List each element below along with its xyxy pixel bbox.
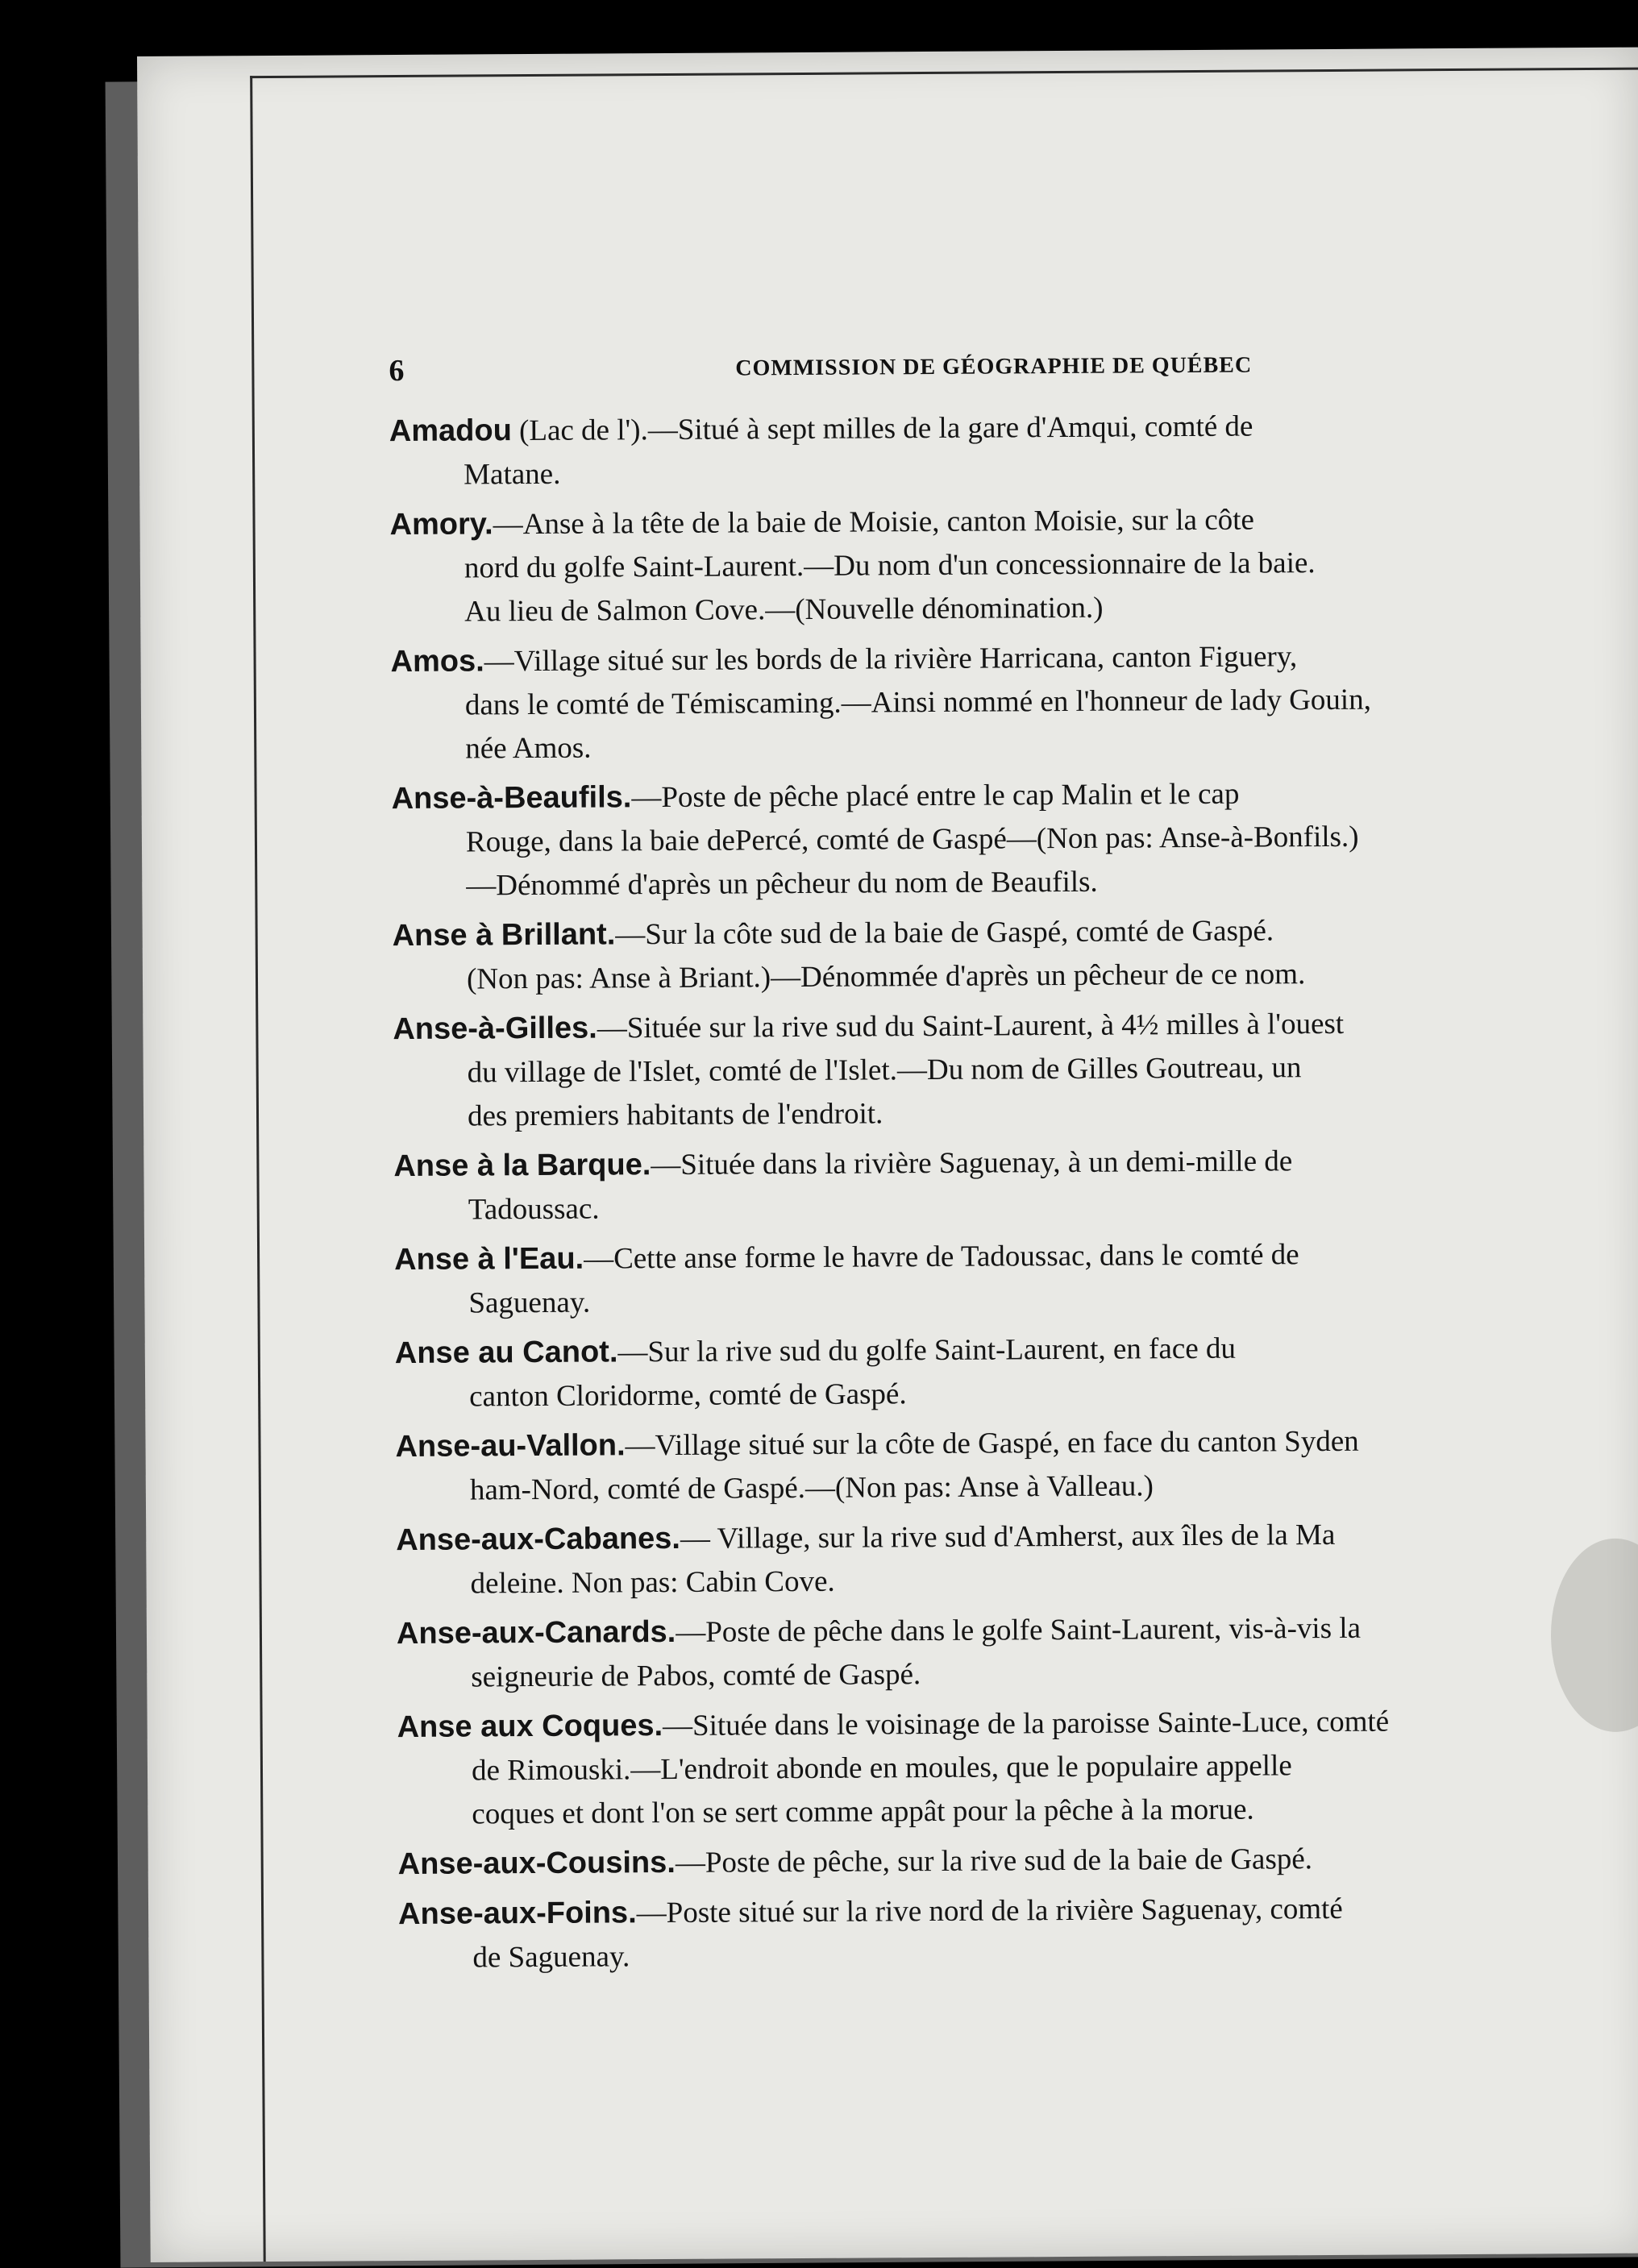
entry-text: seigneurie de Pabos, comté de Gaspé. bbox=[471, 1658, 921, 1694]
page-number: 6 bbox=[389, 353, 405, 388]
gazetteer-entry bbox=[390, 632, 1638, 771]
entry-text: —Située sur la rive sud du Saint-Laurent, à 4½ milles à l'ouest bbox=[597, 1007, 1345, 1045]
entry-text: des premiers habitants de l'endroit. bbox=[467, 1097, 883, 1133]
entry-headword: Anse à l'Eau. bbox=[393, 1241, 584, 1277]
entry-headword: Anse-aux-Foins. bbox=[397, 1896, 637, 1932]
gazetteer-entry bbox=[395, 1417, 1638, 1513]
entry-headword: Anse-à-Gilles. bbox=[393, 1011, 597, 1047]
entry-first-line bbox=[393, 1136, 1638, 1188]
entry-headword: Anse-aux-Cabanes. bbox=[396, 1521, 681, 1558]
entry-headword: Amory. bbox=[389, 507, 493, 542]
entry-text: du village de l'Islet, comté de l'Islet.—Du nom de Gilles Goutreau, un bbox=[467, 1051, 1302, 1090]
entry-headword: Anse aux Coques. bbox=[397, 1709, 663, 1745]
entry-text: —Sur la côte sud de la baie de Gaspé, comté de Gaspé. bbox=[615, 914, 1274, 952]
entry-first-line bbox=[391, 769, 1638, 820]
entry-headword: Amos. bbox=[390, 644, 484, 679]
scanned-page bbox=[137, 48, 1638, 2262]
gazetteer-entry bbox=[397, 1604, 1638, 1700]
gazetteer-entry bbox=[398, 1884, 1638, 1980]
entry-first-line bbox=[389, 495, 1638, 546]
entry-headword: Anse-à-Beaufils. bbox=[391, 780, 632, 816]
entry-continuation-line bbox=[464, 539, 1638, 590]
entry-continuation-line bbox=[466, 813, 1638, 864]
entry-continuation-line bbox=[471, 1648, 1638, 1699]
entry-text: —Village situé sur les bords de la rivière Harricana, canton Figuery, bbox=[484, 640, 1298, 679]
entry-first-line bbox=[396, 1604, 1638, 1655]
entry-text: coques et dont l'on se sert comme appât pour la pêche à la morue. bbox=[472, 1792, 1254, 1831]
entry-text: —Poste de pêche dans le golfe Saint-Laurent, vis-à-vis la bbox=[676, 1611, 1362, 1649]
entry-text: (Lac de l').—Situé à sept milles de la gare d'Amqui, comté de bbox=[511, 409, 1253, 448]
gazetteer-entry bbox=[395, 1323, 1638, 1419]
entry-continuation-line bbox=[464, 446, 1638, 496]
entry-text: —Cette anse forme le havre de Tadoussac, dans le comté de bbox=[584, 1238, 1299, 1276]
entry-continuation-line bbox=[470, 1461, 1638, 1512]
entry-continuation-line bbox=[465, 676, 1638, 727]
running-title: COMMISSION DE GÉOGRAPHIE DE QUÉBEC bbox=[735, 352, 1253, 381]
entry-text: canton Cloridorme, comté de Gaspé. bbox=[469, 1377, 907, 1414]
entry-text: —Poste de pêche placé entre le cap Malin et le cap bbox=[631, 777, 1240, 815]
entry-text: (Non pas: Anse à Briant.)—Dénommée d'après un pêcheur de ce nom. bbox=[466, 957, 1306, 996]
gazetteer-entry bbox=[389, 401, 1638, 497]
entry-text: ham-Nord, comté de Gaspé.—(Non pas: Anse à Valleau.) bbox=[469, 1469, 1154, 1507]
gazetteer-entry bbox=[389, 495, 1638, 634]
entry-continuation-line bbox=[472, 1785, 1638, 1836]
entry-text: —Située dans le voisinage de la paroisse Sainte-Luce, comté bbox=[662, 1705, 1390, 1743]
entry-headword: Anse à Brillant. bbox=[392, 917, 616, 953]
entry-continuation-line bbox=[466, 857, 1638, 908]
entry-continuation-line bbox=[470, 1555, 1638, 1605]
entry-text: Saguenay. bbox=[468, 1286, 591, 1320]
gazetteer-entry bbox=[394, 1230, 1638, 1326]
gazetteer-entry bbox=[393, 999, 1638, 1139]
entry-text: —Poste situé sur la rive nord de la rivière Saguenay, comté bbox=[636, 1892, 1343, 1930]
entry-first-line bbox=[397, 1834, 1638, 1886]
entry-first-line bbox=[397, 1884, 1638, 1936]
entry-text: —Dénommé d'après un pêcheur du nom de Beaufils. bbox=[466, 865, 1098, 903]
gazetteer-entry bbox=[393, 1136, 1638, 1232]
entry-headword: Amadou bbox=[389, 413, 512, 449]
gazetteer-entry bbox=[396, 1510, 1638, 1606]
entry-continuation-line bbox=[468, 1181, 1638, 1232]
entry-first-line bbox=[396, 1510, 1638, 1562]
gazetteer-entries bbox=[389, 401, 1638, 1986]
entry-first-line bbox=[397, 1697, 1638, 1749]
entry-text: de Rimouski.—L'endroit abonde en moules, que le populaire appelle bbox=[471, 1749, 1292, 1788]
entry-headword: Anse-aux-Cousins. bbox=[397, 1845, 676, 1882]
entry-first-line bbox=[395, 1417, 1638, 1468]
entry-continuation-line bbox=[472, 1742, 1638, 1792]
entry-text: —Village situé sur la côte de Gaspé, en face du canton Syden bbox=[625, 1424, 1359, 1463]
entry-continuation-line bbox=[472, 1929, 1638, 1979]
entry-continuation-line bbox=[465, 720, 1638, 771]
entry-first-line bbox=[394, 1323, 1638, 1375]
entry-continuation-line bbox=[464, 583, 1638, 633]
entry-continuation-line bbox=[468, 1087, 1638, 1138]
entry-text: de Saguenay. bbox=[472, 1940, 630, 1975]
entry-continuation-line bbox=[468, 1044, 1638, 1095]
entry-text: — Village, sur la rive sud d'Amherst, aux îles de la Ma bbox=[680, 1518, 1336, 1556]
entry-continuation-line bbox=[467, 950, 1638, 1001]
gazetteer-entry bbox=[391, 769, 1638, 908]
entry-text: —Située dans la rivière Saguenay, à un demi-mille de bbox=[651, 1144, 1293, 1182]
entry-first-line bbox=[392, 906, 1638, 957]
entry-text: Tadoussac. bbox=[468, 1192, 600, 1227]
entry-headword: Anse-au-Vallon. bbox=[395, 1428, 626, 1464]
entry-first-line bbox=[389, 401, 1638, 453]
entry-text: —Sur la rive sud du golfe Saint-Laurent, en face du bbox=[617, 1331, 1237, 1369]
gazetteer-entry bbox=[398, 1834, 1638, 1887]
entry-text: Matane. bbox=[464, 457, 561, 492]
entry-headword: Anse à la Barque. bbox=[393, 1148, 651, 1184]
entry-text: Rouge, dans la baie dePercé, comté de Gaspé—(Non pas: Anse-à-Bonfils.) bbox=[465, 820, 1359, 859]
entry-text: dans le comté de Témiscaming.—Ainsi nommé en l'honneur de lady Gouin, bbox=[464, 683, 1371, 722]
entry-first-line bbox=[393, 999, 1638, 1051]
entry-text: —Anse à la tête de la baie de Moisie, canton Moisie, sur la côte bbox=[493, 503, 1255, 542]
entry-text: nord du golfe Saint-Laurent.—Du nom d'un concessionnaire de la baie. bbox=[464, 546, 1316, 585]
entry-first-line bbox=[393, 1230, 1638, 1281]
entry-text: Au lieu de Salmon Cove.—(Nouvelle dénomination.) bbox=[464, 591, 1104, 629]
entry-first-line bbox=[390, 632, 1638, 683]
gazetteer-entry bbox=[397, 1697, 1638, 1837]
entry-continuation-line bbox=[468, 1274, 1638, 1325]
entry-text: née Amos. bbox=[465, 731, 592, 766]
entry-continuation-line bbox=[469, 1368, 1638, 1419]
entry-text: deleine. Non pas: Cabin Cove. bbox=[470, 1564, 835, 1601]
entry-text: —Poste de pêche, sur la rive sud de la baie de Gaspé. bbox=[675, 1842, 1313, 1880]
gazetteer-entry bbox=[393, 906, 1638, 1002]
entry-headword: Anse au Canot. bbox=[394, 1335, 618, 1371]
entry-headword: Anse-aux-Canards. bbox=[396, 1614, 676, 1651]
